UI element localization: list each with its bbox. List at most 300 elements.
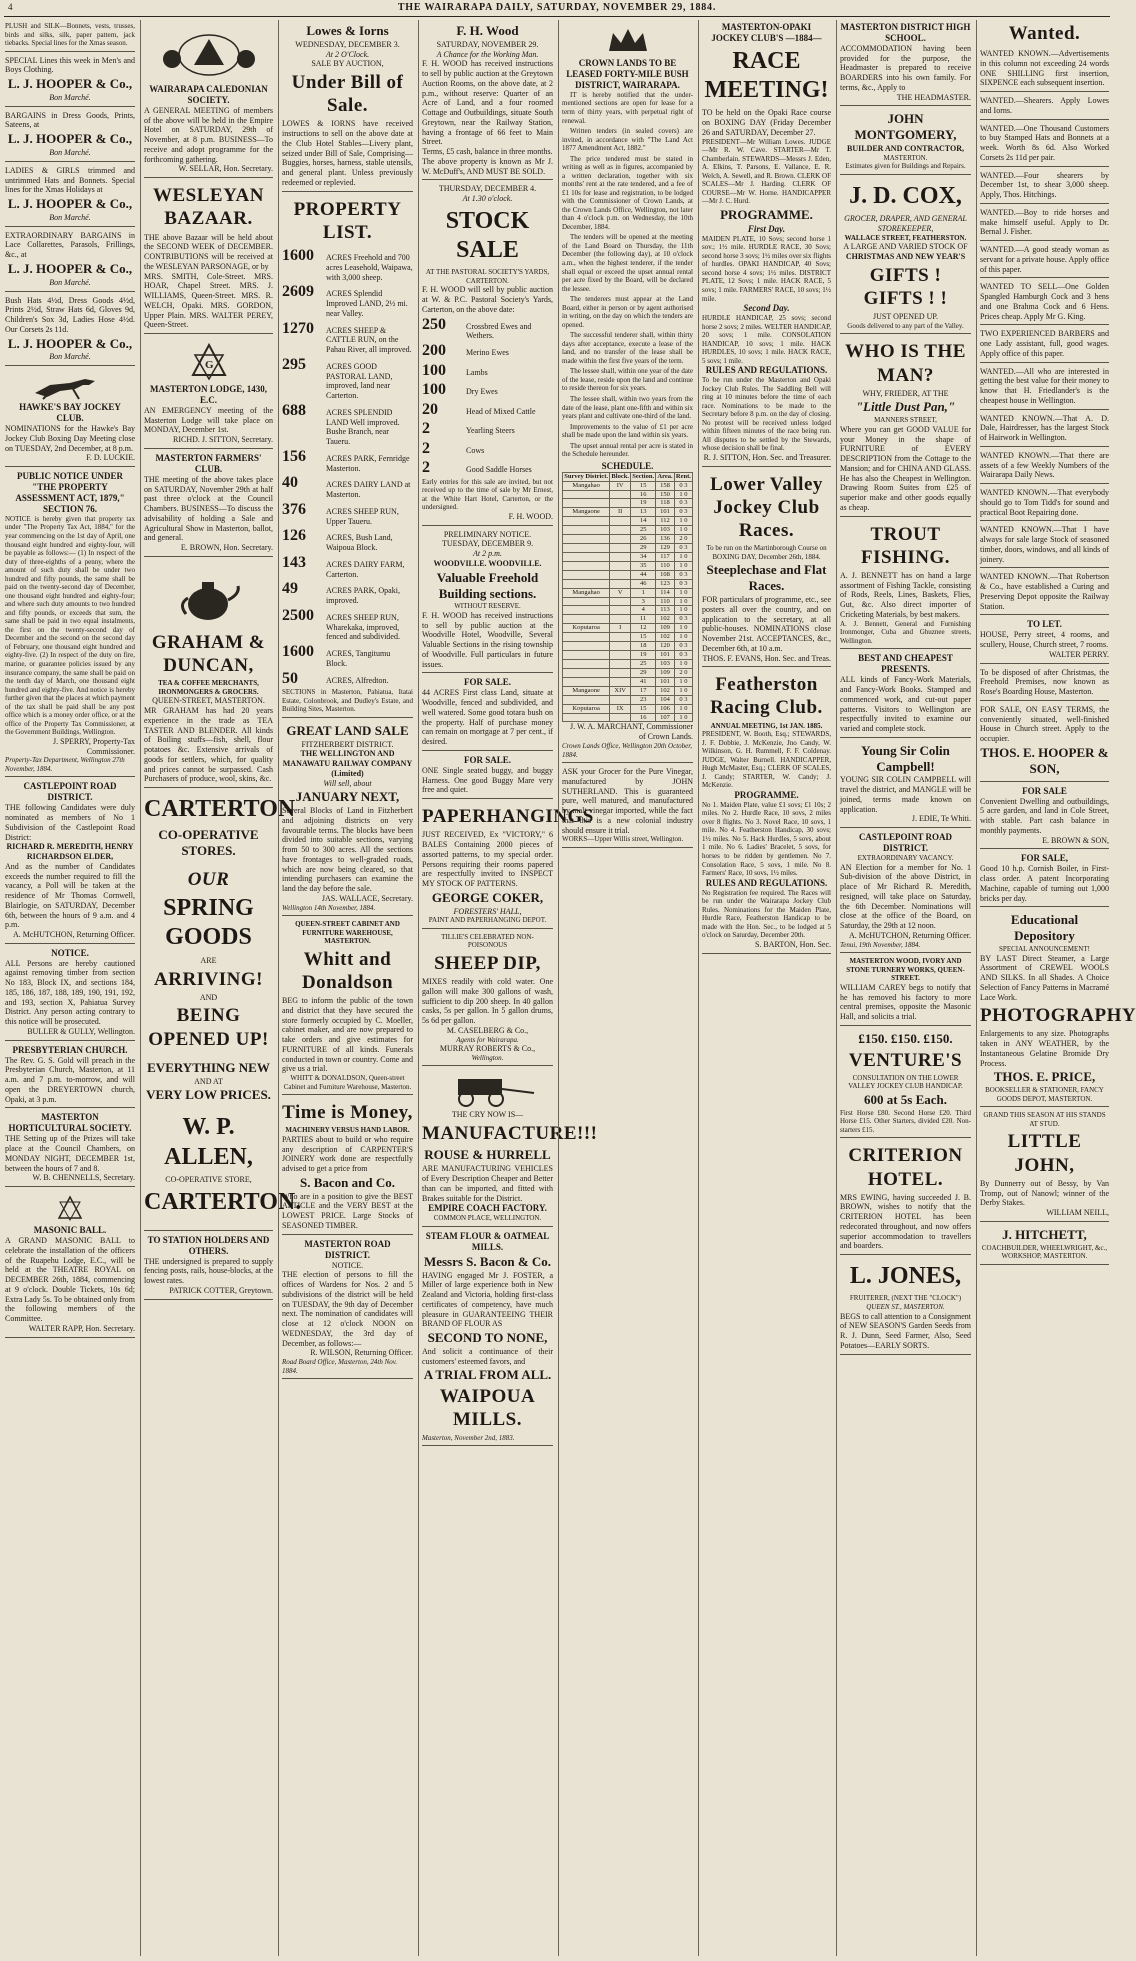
lot-acreage: 156 — [282, 447, 306, 465]
property-lot — [282, 447, 413, 474]
rules-text: To be run under the Masterton and Opaki Jockey Club Rules. The Saddling Bell will ring at 10 minutes before the time of each race. Nominations to be made to the Secretary before 8 p.m. on the day of closing. No protest will be received unless lodged within fifteen minutes of the race being run. All disputes to be settled by the Stewards, whose decision shall be final. — [702, 376, 831, 453]
schedule-cell: 15 — [631, 481, 656, 490]
sale-date: SATURDAY, NOVEMBER 29. — [436, 39, 539, 49]
stock-lot — [422, 439, 553, 459]
race-list: No 1. Maiden Plate, value £1 sovs; £1 10s; 2 miles. No 2. Hurdle Race, 10 sovs, 2 miles over 8 flights. No 3. Novel Race, 10 sovs, 1 mile. No 4. Featherston Handicap, 30 sovs; 1½ miles. No 5. Hack Hurdles, 5 sovs, about 1 mile. No 6. Ladies' Bracelet, 5 sovs, for horses to be ridden by gentlemen. No 7. Consolation Race, 5 sovs, 1 mile. No 8. Farmers' Race, 10 sovs, 1½ miles. — [702, 800, 831, 878]
property-lot — [282, 355, 413, 401]
schedule-cell: 110 — [656, 561, 674, 570]
ad-text: Good 10 h.p. Cornish Boiler, in First-class order. A patent Incorporating Machine, capable of turning out 1,000 bricks per day. — [980, 864, 1109, 903]
advertiser-name: L. J. HOOPER & Co., — [7, 335, 133, 351]
ad-date: Property-Tax Department, Wellington 27th November, 1884. — [5, 756, 125, 773]
stock-description: Lambs — [466, 367, 488, 377]
ad-lowes-iorns-sale — [282, 20, 413, 192]
sale-date: THURSDAY, DECEMBER 4. — [438, 184, 537, 194]
schedule-cell: 129 — [656, 544, 674, 553]
property-lot — [282, 246, 413, 282]
schedule-cell — [610, 660, 631, 669]
sale-title: STOCK SALE — [445, 207, 530, 264]
schedule-cell: 18 — [631, 642, 656, 651]
ad-title: TROUT FISHING. — [861, 523, 950, 568]
schedule-cell: 1 0 — [674, 677, 692, 686]
schedule-cell — [610, 561, 631, 570]
ad-text: PARTIES about to build or who require any description of CARPENTER'S JOINERY work done are respectfully advised to get a price from — [282, 1134, 413, 1174]
ad-line: SECOND TO NONE, — [427, 1330, 548, 1346]
land-company: THE WELLINGTON AND MANAWATU RAILWAY COMPANY (Limited) — [282, 749, 413, 778]
candidate-names: RICHARD R. MEREDITH, HENRY RICHARDSON ELDER, — [6, 842, 134, 862]
schedule-cell: 1 0 — [674, 606, 692, 615]
ad-castlepoint-vacancy — [840, 830, 971, 953]
advertiser-name: W. P. ALLEN, — [164, 1114, 253, 1170]
ad-line: EVERYTHING NEW — [147, 1059, 270, 1075]
mill-name: WAIPOUA MILLS. — [439, 1386, 536, 1431]
ad-title: CROWN LANDS TO BE LEASED FORTY-MILE BUSH DISTRICT, WAIRARAPA. — [566, 58, 689, 90]
ad-masterton-lodge — [144, 336, 273, 449]
ad-subtitle: MACHINERY VERSUS HAND LABOR. — [285, 1126, 410, 1135]
ad-date: Road Board Office, Masterton, 24th Nov. 1884. — [282, 1358, 398, 1375]
schedule-row — [563, 633, 693, 642]
schedule-cell — [610, 526, 631, 535]
lot-acreage: 2609 — [282, 283, 314, 301]
lot-description: ACRES GOOD PASTORAL LAND, improved, land near Carterton. — [326, 361, 393, 401]
ad-title: MANUFACTURE!!! — [422, 1123, 598, 1145]
ad-title: CASTLEPOINT ROAD DISTRICT. — [23, 781, 117, 803]
advertiser-town: Bon Marché. — [49, 148, 91, 158]
ad-heading: QUEEN-STREET CABINET AND FURNITURE WAREHOUSE, MASTERTON. — [295, 920, 400, 946]
ad-signature: W. SELLAR, Hon. Secretary. — [178, 164, 273, 174]
schedule-cell: Mangaone — [563, 686, 610, 695]
wanted-item: WANTED KNOWN.—That A. D. Dale, Hairdresser, has the largest Stock of Hairwork in Wellington. — [980, 412, 1109, 447]
schedule-cell: 1 0 — [674, 588, 692, 597]
schedule-cell: 110 — [656, 597, 674, 606]
column-1 — [2, 20, 138, 1956]
ad-text: Who are in a position to give the BEST ARTICLE and the VERY BEST at the LOWEST PRICE. Large Stocks of SEASONED TIMBER. — [282, 1191, 413, 1230]
schedule-cell: Mangaone — [563, 508, 610, 517]
ad-masterton-road-district — [282, 1237, 413, 1380]
ad-lower-valley-jockey — [702, 469, 831, 668]
ad-text: LADIES & GIRLS trimmed and untrimmed Hats and Bonnets. Special lines for the Xmas Holidays at — [5, 165, 135, 195]
schedule-cell: 15 — [631, 633, 656, 642]
ad-signature: R. J. SITTON, Hon. Sec. and Treasurer. — [703, 452, 831, 462]
ad-time-is-money — [282, 1097, 413, 1235]
ad-title: NOTICE. — [51, 947, 89, 958]
wanted-item: WANTED KNOWN.—That I have always for sale large Stock of seasoned timber, doors, windows, and all kinds of joinery. — [980, 523, 1109, 568]
ad-text: THE undersigned is prepared to supply fencing posts, rails, house-blocks, at the lowest rates. — [144, 1256, 273, 1286]
ad-title: Educational Depository — [1010, 912, 1079, 944]
stock-count: 2 — [422, 420, 430, 438]
lot-description: ACRES DAIRY LAND at Masterton. — [326, 480, 411, 500]
ad-text: Early entries for this sale are invited, but not received up to the time of sale by Mr Ernest, at the White Hart Hotel, Carterton, or the undersigned. — [422, 477, 553, 512]
schedule-row — [563, 481, 693, 490]
schedule-cell — [563, 651, 610, 660]
ad-text: MIXES readily with cold water. One gallon will make 300 gallons of wash, sufficient to dip 200 sheep. In 40 gallon casks, 5s per gallon. In 5 gallon drums, 5s 6d per gallon. — [422, 977, 553, 1026]
advertiser-town: QUEEN ST., MASTERTON. — [866, 1303, 945, 1311]
schedule-row — [563, 526, 693, 535]
advertiser-name: L. JONES, — [849, 1263, 962, 1290]
crown-lands-paragraph: Improvements to the value of £1 per acre shall be made upon the land within six years. — [562, 422, 693, 440]
ad-text: A GENERAL MEETING of members of the above will be held in the Empire Hotel on SATURDAY, 29th of November, at 8 p.m. BUSINESS—To receive and adopt programme for the forthcoming gathering. — [144, 105, 273, 164]
ad-hooper-bush — [5, 294, 135, 367]
advertiser-store: CO-OPERATIVE STORE, — [165, 1174, 252, 1184]
schedule-row — [563, 624, 693, 633]
ad-text: F. H. WOOD has received instructions to sell by public auction at the Greytown Auction Rooms, on the above date, at 2 p.m., without reserve: Quarter of an Acre of Land, and a four roomed Cottage and Outbuildings, situate South Greytown, near the Railway Station, having a frontage of 66 feet to Main Street. — [422, 59, 553, 147]
schedule-cell: 11 — [631, 615, 656, 624]
schedule-cell: 34 — [631, 552, 656, 561]
schedule-cell: 112 — [656, 517, 674, 526]
stock-lot — [422, 361, 553, 381]
ad-subtitle: To be run on the Martinborough Course on BOXING DAY, December 26th, 1884. — [706, 544, 827, 561]
page-number: 4 — [8, 2, 14, 12]
schedule-cell — [610, 517, 631, 526]
schedule-row — [563, 677, 693, 686]
shop-name: "Little Dust Pan," — [855, 399, 956, 415]
schedule-cell: 0 3 — [674, 642, 692, 651]
ad-presbyterian — [5, 1043, 135, 1109]
ad-line: BEING OPENED UP! — [148, 1005, 269, 1050]
ad-jones-fruiterer — [840, 1257, 971, 1354]
ad-graham-duncan — [144, 559, 273, 788]
property-lot — [282, 500, 413, 527]
schedule-cell: 104 — [656, 695, 674, 704]
ad-text: MR GRAHAM has had 20 years experience in the trade as TEA TASTER AND BLENDER. All kinds of Boiling stuffs—fish, shell, flour potatoes &c. Extensive arrivals of goods for settlers, which, for quality and prices cannot be surpassed. Cash Purchasers of produce, wool, skins, &c. — [144, 706, 273, 784]
schedule-cell: 13 — [631, 508, 656, 517]
ad-subtitle: ANNUAL MEETING, 1st JAN. 1885. — [710, 721, 823, 730]
lot-description: ACRES SPLENDID LAND Well improved. Bushe Branch, near Taueru. — [326, 407, 400, 447]
ad-property-tax — [5, 469, 135, 777]
ad-subtitle: SPECIAL ANNOUNCEMENT! — [999, 945, 1090, 954]
ad-property-list — [282, 194, 413, 718]
ad-signature: RICHD. J. SITTON, Secretary. — [173, 435, 273, 445]
schedule-cell: 26 — [631, 535, 656, 544]
lot-description: ACRES PARK, Opaki, improved. — [326, 586, 400, 606]
schedule-cell: 113 — [656, 606, 674, 615]
wanted-item: WANTED TO SELL—One Golden Spangled Hamburgh Cock and 3 hens and one Brahma Cock and 6 Hens. Prices cheap. Apply Mr G. King. — [980, 280, 1109, 325]
schedule-cell: 2 0 — [674, 535, 692, 544]
ad-text: LOWES & IORNS have received instructions to sell on the above date at the Club Hotel Stables—Livery plant, seized under Bill of Sale, Comprising— Buggies, horses, harness, stable utensils, and general plant. Unless previously redeemed or replevied. — [282, 119, 413, 187]
ad-featherston-racing — [702, 669, 831, 953]
schedule-row — [563, 651, 693, 660]
ad-hooper-extraordinary — [5, 229, 135, 292]
schedule-cell: 101 — [656, 508, 674, 517]
schedule-row — [563, 704, 693, 713]
ad-trout-fishing — [840, 519, 971, 650]
ad-heading: PRELIMINARY NOTICE. — [443, 529, 532, 539]
lot-acreage: 688 — [282, 401, 306, 419]
crown-lands-paragraph: The tenders will be opened at the meeting of the Land Board on Thursday, the 11th December (the following day), at 10 o'clock a.m., when the highest tenderer, if the tender shall equal or exceed the upset annual rental per acre fixed by the Board, will be declared the lessee. — [562, 233, 693, 293]
schedule-cell: 44 — [631, 570, 656, 579]
ad-carterton-coop — [144, 790, 302, 1231]
wanted-item: WANTED.—All who are interested in getting the best value for their money to know that H. Friedlander's is the cheapest house in Wellington. — [980, 365, 1109, 410]
ad-text: NOMINATIONS for the Hawke's Bay Jockey Club Boxing Day Meeting close on TUESDAY, 2nd December, at 8 p.m. — [5, 424, 135, 453]
ad-text: AN EMERGENCY meeting of the Masterton Lodge will take place on MONDAY, December 1st. — [144, 405, 273, 435]
land-district: FITZHERBERT DISTRICT. — [301, 739, 394, 749]
masthead — [0, 0, 1114, 16]
schedule-cell: 123 — [656, 579, 674, 588]
column-7 — [836, 20, 974, 1956]
advertiser-name: L. J. HOOPER & Co., — [7, 196, 133, 212]
advertiser-town: Bon Marché. — [49, 212, 91, 222]
property-lot — [282, 319, 413, 355]
schedule-cell — [563, 660, 610, 669]
ad-title: Featherston Racing Club. — [710, 674, 823, 719]
schedule-row — [563, 570, 693, 579]
schedule-cell: 103 — [656, 660, 674, 669]
square-compass-icon — [189, 341, 229, 381]
property-lot — [282, 473, 413, 500]
ad-signature: JAS. WALLACE, Secretary. — [321, 893, 413, 903]
stock-count: 2 — [422, 439, 430, 457]
advertiser-name: L. J. HOOPER & Co., — [7, 260, 133, 276]
crown-lands-paragraph: The lessee shall, within one year of the date of the lease, reside upon the land and continue to reside thereon for six years. — [562, 367, 693, 393]
schedule-row — [563, 606, 693, 615]
agent-name: M. CASELBERG & Co., — [446, 1025, 529, 1035]
column-5 — [558, 20, 696, 1956]
ad-cornish-boiler — [980, 851, 1109, 907]
lot-description: ACRES Freehold and 700 acres Leasehold, Waipawa, with 3,000 sheep. — [326, 253, 413, 282]
schedule-cell: 0 3 — [674, 499, 692, 508]
schedule-cell: 25 — [631, 526, 656, 535]
wanted-list — [980, 47, 1109, 615]
advertiser-name: Whitt and Donaldson — [301, 948, 394, 993]
ad-masonic-ball — [5, 1189, 135, 1337]
ad-signature: WALTER RAPP, Hon. Secretary. — [28, 1323, 135, 1333]
ad-signature: J. SPERRY, Property-Tax Commissioner. — [53, 736, 135, 756]
ad-little-dust-pan — [840, 336, 971, 516]
schedule-cell: 41 — [631, 677, 656, 686]
ad-text: THE election of persons to fill the offices of Wardens for Nos. 2 and 5 subdivisions of the district will be held on TUESDAY, the 9th day of December next. The nomination of candidates will close at 12 o'clock NOON on WEDNESDAY, the 3rd day of December, as follows:— — [282, 1270, 413, 1348]
schedule-cell — [563, 677, 610, 686]
stock-description: Yearling Steers — [466, 426, 515, 436]
lot-acreage: 2500 — [282, 606, 314, 624]
ad-text: THE following Candidates were duly nominated as members of No 1 Subdivision of the Castlepoint Road District: — [5, 803, 135, 842]
lot-description: ACRES SHEEP RUN, Upper Taueru. — [326, 506, 399, 526]
ad-heading: STEAM FLOUR & OATMEAL MILLS. — [425, 1230, 550, 1252]
ad-text: EXTRAORDINARY BARGAINS in Lace Collarettes, Parasols, Frillings, &c., at — [5, 230, 135, 260]
ad-signature: WORKS—Upper Willis street, Wellington. — [562, 835, 684, 844]
stock-count: 20 — [422, 400, 438, 418]
schedule-cell: 0 3 — [674, 508, 692, 517]
ad-vinegar — [562, 765, 693, 848]
rules-title: RULES AND REGULATIONS. — [705, 365, 828, 376]
sale-title: Under Bill of Sale. — [291, 72, 404, 117]
schedule-cell — [563, 517, 610, 526]
ad-title: PAPERHANGINGS — [422, 806, 594, 828]
advertiser-name: THOS. E. HOOPER & SON, — [980, 744, 1109, 776]
sale-title: A Chance for the Working Man. — [436, 49, 539, 59]
wanted-item: TWO EXPERIENCED BARBERS and one Lady assistant, full, good wages. Apply office of this paper. — [980, 327, 1109, 362]
advertiser-name: L. J. HOOPER & Co., — [7, 131, 133, 147]
schedule-cell — [610, 535, 631, 544]
ad-signature: PATRICK COTTER, Greytown. — [169, 1285, 273, 1295]
ad-title: LITTLE JOHN, — [1007, 1131, 1082, 1176]
schedule-cell — [563, 597, 610, 606]
column-3 — [278, 20, 416, 1956]
schedule-cell — [563, 642, 610, 651]
teapot-icon — [176, 564, 242, 628]
schedule-cell: 102 — [656, 633, 674, 642]
ad-signature: S. BARTON, Hon. Sec. — [754, 939, 831, 949]
masonic-emblem-icon — [56, 1194, 84, 1222]
ad-text: And as the number of Candidates exceeds the number required to fill the vacancy, a Poll will be taken at the residence of Mr Thomas Cornwell, Blairlogie, on SATURDAY, December 6th, between the hours of 9 a.m. and 4 p.m. — [5, 861, 135, 930]
schedule-cell — [610, 642, 631, 651]
lot-acreage: 1600 — [282, 247, 314, 265]
newspaper-title: THE WAIRARAPA DAILY, SATURDAY, NOVEMBER 29, 1884. — [397, 2, 717, 13]
schedule-cell — [563, 552, 610, 561]
ad-for-sale-buggy — [422, 753, 553, 799]
schedule-cell: 117 — [656, 552, 674, 561]
lots-note: SECTIONS in Masterton, Pahiatua, Itatai Estate, Colonbrook, and Dudley's Estate, and Building Sites, Masterton. — [282, 688, 413, 714]
race-officials: PRESIDENT—Mr William Lowes. JUDGE—Mr R. W. Cave. STARTER—Mr T. Chamberlain. STEWARDS—Messrs J. Eden, A. Elkins, T. Parsons, E. Vallance, E. R. Welch, A. Sewell, and R. Brown. CLERK OF SCALES—Mr J. Harding. CLERK OF COURSE—Mr W. Horne. HANDICAPPER—Mr J. C. Hurd. — [702, 137, 831, 206]
schedule-row — [563, 517, 693, 526]
lot-acreage: 49 — [282, 580, 298, 598]
schedule-cell — [610, 499, 631, 508]
lot-acreage: 126 — [282, 527, 306, 545]
ad-line: ARRIVING! — [154, 968, 263, 990]
schedule-row — [563, 499, 693, 508]
stock-lot — [422, 380, 553, 400]
ad-title: MASTERTON DISTRICT HIGH SCHOOL. — [840, 22, 971, 43]
ad-rouse-hurrell — [422, 1068, 598, 1226]
ad-signature: F. H. WOOD. — [508, 511, 553, 521]
wanted-item: WANTED KNOWN.—That there are assets of a few Weekly Numbers of the Wairarapa Daily News. — [980, 449, 1109, 484]
sale-date: WEDNESDAY, DECEMBER 3. — [295, 39, 400, 49]
wanted-item: WANTED.—Boy to ride horses and make himself useful. Apply to Dr. Bernal J. Fisher. — [980, 206, 1109, 241]
schedule-row — [563, 561, 693, 570]
ad-sheep-dip — [422, 931, 553, 1067]
schedule-row — [563, 544, 693, 553]
schedule-cell: 19 — [631, 651, 656, 660]
ad-text: The Rev. G. S. Gold will preach in the Presbyterian Church, Masterton, at 11 a.m. and 7 p.m. to-morrow, and will open the DREYERTOWN church, Opaki, at 3 p.m. — [5, 1055, 135, 1104]
ad-title: FOR SALE. — [463, 677, 511, 688]
ad-wood-ivory-turnery — [840, 955, 971, 1026]
wanted-item: WANTED.—A good steady woman as servant for a private house. Apply office of this paper. — [980, 243, 1109, 278]
schedule-cell: 1 — [631, 588, 656, 597]
advertiser-name: THOS. E. PRICE, — [993, 1069, 1096, 1085]
stock-count: 200 — [422, 342, 446, 360]
column-6 — [698, 20, 834, 1956]
lot-acreage: 40 — [282, 474, 298, 492]
lot-acreage: 295 — [282, 355, 306, 373]
ad-hooper-ladies — [5, 164, 135, 227]
ad-text: THE above Bazaar will be held about the SECOND WEEK of DECEMBER. CONTRIBUTIONS will be received at the WESLEYAN PARSONAGE, or by — [144, 232, 273, 271]
ad-text: BEG to inform the public of the town and district that they have secured the store formerly occupied by C. Moeller, cabinet maker, and are now prepared to take orders and give estimates for FURNITURE of all kinds. Funerals conducted in town or country. Come and give us a trial. — [282, 996, 413, 1074]
agent-name: MURRAY ROBERTS & Co., — [439, 1044, 536, 1054]
stock-lot — [422, 458, 553, 478]
schedule-cell: 16 — [631, 713, 656, 722]
ad-title: WESLEYAN BAZAAR. — [152, 185, 264, 230]
stock-count: 100 — [422, 381, 446, 399]
ad-opaki-race-meeting — [702, 20, 831, 467]
sale-terms: Terms, £5 cash, balance in three months. — [422, 147, 553, 157]
stock-description: Dry Ewes — [466, 387, 498, 397]
prize-amounts: £150. £150. £150. — [858, 1030, 953, 1046]
ad-signature: A. McHUTCHON, Returning Officer. — [848, 930, 971, 940]
land-date: JANUARY NEXT, — [295, 789, 400, 805]
schedule-cell — [563, 535, 610, 544]
crown-lands-paragraph: The upset annual rental per acre is stated in the Schedule hereunder. — [562, 441, 693, 459]
ad-wood-cottage — [422, 20, 553, 180]
schedule-cell: 4 — [631, 606, 656, 615]
ad-text: Bush Hats 4½d, Dress Goods 4½d, Prints 2½d, Straw Hats 6d, Gloves 9d, Children's Sox 3d, Ladies Hose 4½d. Our Corsets 2s 11d. — [5, 295, 135, 334]
ad-signature: WILLIAM NEILL, — [1046, 1208, 1109, 1218]
schedule-cell: 114 — [656, 588, 674, 597]
ad-text: AN Election for a member for No. 1 Sub-division of the above District, in place of Mr Richard R. Meredith, resigned, will take place on Saturday, the 6th December. Nominations will close at the office of the Board, on Saturday, the 29th at 12 noon. — [840, 862, 971, 931]
stock-count: 2 — [422, 459, 430, 477]
stock-lot — [422, 400, 553, 420]
auctioneer-name: Lowes & Iorns — [306, 23, 389, 38]
schedule-row — [563, 686, 693, 695]
property-lot — [282, 553, 413, 580]
advertiser-trade: COACHBUILDER, WHEELWRIGHT, &c., WORKSHOP, MASTERTON. — [981, 1243, 1108, 1261]
ad-subtitle: CO-OPERATIVE STORES. — [158, 827, 259, 859]
ad-text: ONE Single seated buggy, and buggy Harness. One good Buggy Mare very free and quiet. — [422, 765, 553, 795]
ad-ventures-consultation — [840, 1028, 971, 1139]
ad-text: WILLIAM CAREY begs to notify that he has removed his factory to more central premises, opposite the Masonic Hall, and solicits a trial. — [840, 982, 971, 1022]
ad-text: F. H. WOOD will sell by public auction at W. & P.C. Pastoral Society's Yards, Carterton, on the above date: — [422, 285, 553, 314]
lot-description: ACRES, Alfredton. — [326, 675, 389, 685]
land-will: Will sell, about — [323, 778, 372, 788]
schedule-title: SCHEDULE. — [601, 460, 654, 471]
lot-description: ACRES SHEEP & CATTLE RUN, on the Pahau River, all improved. — [326, 325, 412, 355]
ad-text: THE meeting of the above takes place on SATURDAY, November 29th at half past three o'clock at the Council Chambers. BUSINESS—To discuss the advisability of holding a Sale and Agricultural Show in Masterton, ballot, and general. — [144, 474, 273, 543]
factory-address: COMMON PLACE, WELLINGTON. — [433, 1214, 542, 1223]
schedule-cell: 0 3 — [674, 579, 692, 588]
schedule-cell: 23 — [631, 695, 656, 704]
schedule-cell: 101 — [656, 677, 674, 686]
schedule-row — [563, 579, 693, 588]
race-list: MAIDEN PLATE, 10 Sovs; second horse 1 sov.; 1½ mile. HURDLE RACE, 30 Sovs; second horse 3 sovs; 1½ miles over six flights of hurdles. OPAKI HANDICAP, 40 Sovs; second horse 4 sovs; 1½ miles. DISTRICT PLATE, 12 Sovs; 1 mile. HACK RACE, 5 sovs; 1 mile. FARMERS' RACE, 10 sovs; 1½ mile. — [702, 234, 831, 303]
rules-text: No Registration fee required. The Races will be run under the Wairarapa Jockey Club Rules. Nominations for the Maiden Plate, Hurdle Race, Featherston Handicap to be made with the Hon. Sec., to be lodged at 5 o'clock on Saturday, December 20th. — [702, 888, 831, 940]
ad-text: A. J. BENNETT has on hand a large assortment of Fishing Tackle, consisting of Rods, Reels, Lines, Baskets, Flies, Gut, &c. Also direct importer of Cricketing Materials, by best makers. — [840, 570, 971, 619]
ad-for-sale-land — [422, 675, 553, 750]
schedule-cell: 1 0 — [674, 517, 692, 526]
crown-lands-body — [562, 91, 693, 459]
ad-great-land-sale — [282, 720, 413, 917]
schedule-cell: 14 — [631, 517, 656, 526]
share-price: 600 at 5s Each. — [863, 1091, 948, 1107]
ad-colin-campbell — [840, 740, 971, 828]
stock-lot — [422, 419, 553, 439]
ad-subtitle: EXTRAORDINARY VACANCY. — [857, 854, 954, 863]
ad-text: NOTICE is hereby given that property tax under "The Property Tax Act, 1884," for the year commencing on the 1st day of April, one thousand eight hundred and eighty-four, will be payable as follows:— (1) In respect of the duty of three-eighths of a penny, where the amount of such duty shall be under two hundred and fifty pounds, the same shall be paid on the twenty-second day of December, one thousand eight hundred and eighty-four; and where such duty amounts to two hundred and fifty pounds, or exceeds that sum, the same shall be paid in two equal instalments, the first on the twenty-second day of December and the second on the second day of February, one thousand eight hundred and eighty-five. (2) In respect of the duty on fire, marine, or guarantee policies issued by any insurance company, the same shall be paid on the tenth day of March, one thousand eight hundred and eighty-five. And notice is hereby further given that the places at which payment of the tax shall be paid shall be any post office which is a money order office, or at the office of the Property Tax Commissioner, at the Government Buildings, Wellington. — [5, 514, 135, 737]
ad-text: ALL kinds of Fancy-Work Materials, and Fancy-Work Books. Stamped and commenced work, and cut-out paper patterns. Visitors to Wellington are respectfully invited to examine our varied and complete stock. — [840, 675, 971, 733]
schedule-cell: 102 — [656, 615, 674, 624]
ad-text: TO be held on the Opaki Race course on BOXING DAY (Friday December 26 and SATURDAY, December 27. — [702, 108, 831, 137]
ad-title: HAWKE'S BAY JOCKEY CLUB. — [19, 402, 121, 424]
crown-lands-paragraph: Written tenders (in sealed covers) are invited, in accordance with "The Land Act 1877 Amendment Act, 1882." — [562, 127, 693, 153]
ad-boarding-house: To be disposed of after Christmas, the Freehold Premises, now known as Rose's Boarding House, Masterton. — [980, 666, 1109, 701]
ad-date: Crown Lands Office, Wellington 20th October, 1884. — [562, 741, 692, 759]
advertiser-name: GRAHAM & DUNCAN, — [151, 631, 266, 677]
ad-line: CHRISTMAS AND NEW YEAR'S — [845, 252, 966, 262]
sale-title: Valuable Freehold Building sections. — [436, 569, 539, 601]
race-list: HURDLE HANDICAP, 25 sovs; second horse 2 sovs; 2 miles. WELTER HANDICAP, 20 sovs; 1 mile. CONSOLATION HANDICAP, 10 sovs; 1 mile. HACK HURDLES, 10 sovs; 1 mile. HACK RACE, 5 sovs; 1 mile. — [702, 314, 831, 365]
stock-description: Good Saddle Horses — [466, 465, 532, 475]
ad-paperhangings — [422, 801, 594, 929]
ad-castlepoint-poll — [5, 779, 135, 943]
ad-title: PRESBYTERIAN CHURCH. — [12, 1044, 128, 1055]
ad-farmers-club — [144, 451, 273, 557]
schedule-cell: 1 0 — [674, 633, 692, 642]
stock-description: Head of Mixed Cattle — [466, 406, 536, 416]
sale-time: At 2 p.m. — [473, 549, 502, 559]
ad-title: SHEEP DIP, — [434, 953, 541, 974]
royal-crown-icon — [603, 25, 653, 55]
ad-text: ALL Persons are hereby cautioned against removing timber from section No 183, Block IX, and sections 184, 185, 186, 187, 188, 189, 190, 191, 192, and 193, section X, Pahiatua Survey District. Any person acting contrary to this notice will be prosecuted. — [5, 958, 135, 1027]
ad-high-school — [840, 20, 971, 106]
ad-stock-sale — [422, 182, 553, 525]
schedule-cell: 1 0 — [674, 624, 692, 633]
schedule-cell: 46 — [631, 579, 656, 588]
